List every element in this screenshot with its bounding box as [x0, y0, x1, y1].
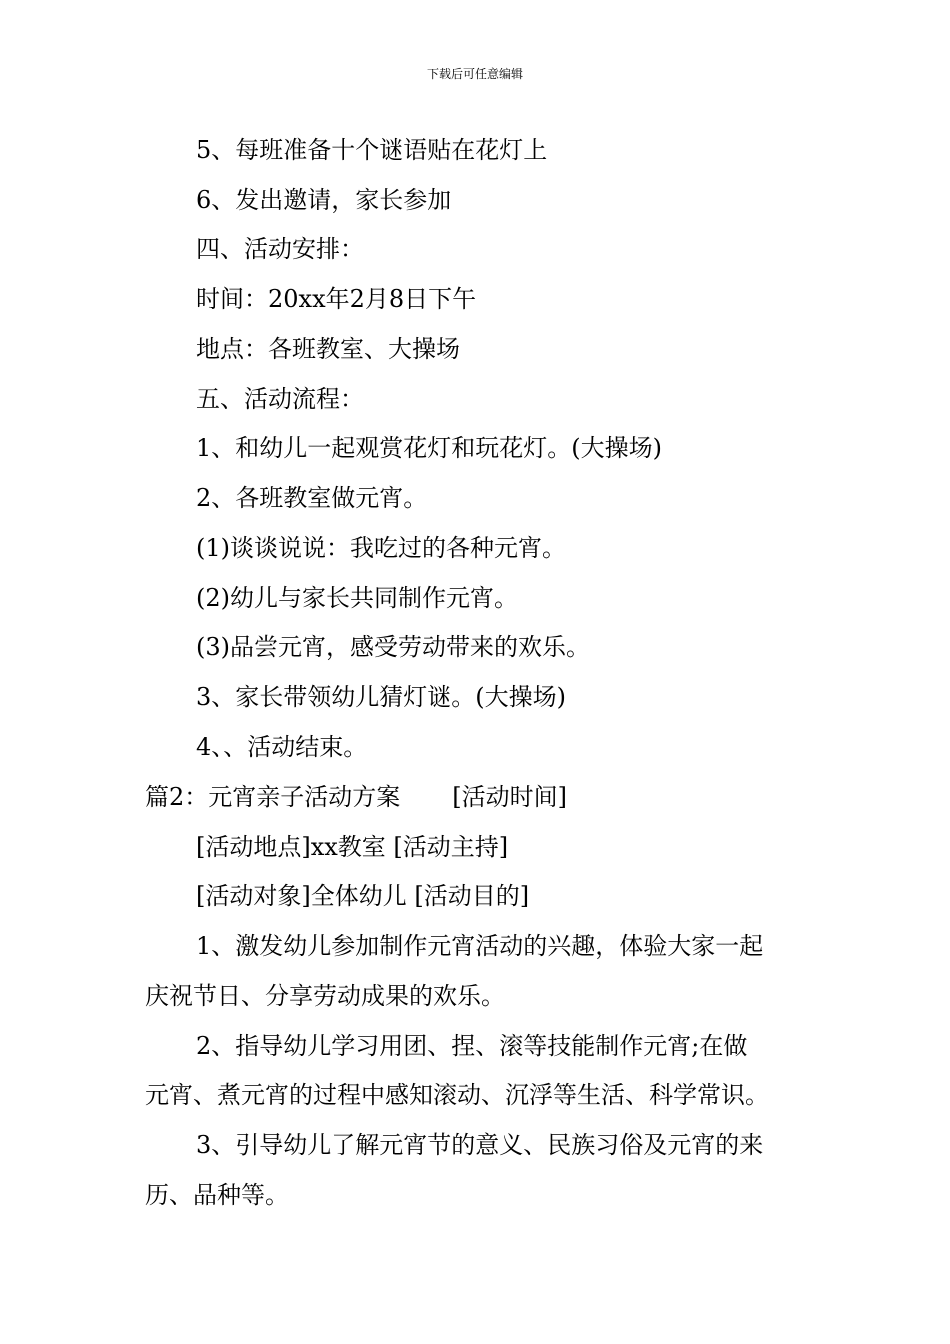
paragraph-line: 1、激发幼儿参加制作元宵活动的兴趣，体验大家一起	[196, 932, 764, 960]
paragraph-line: 庆祝节日、分享劳动成果的欢乐。	[145, 982, 505, 1010]
info-line: [活动对象]全体幼儿 [活动目的]	[196, 882, 530, 910]
paragraph-line: 历、品种等。	[145, 1181, 289, 1209]
paragraph-line: 2、指导幼儿学习用团、捏、滚等技能制作元宵;在做	[196, 1032, 748, 1060]
section-title-tail: [活动时间]	[452, 783, 568, 811]
list-item: 5、每班准备十个谜语贴在花灯上	[196, 136, 548, 164]
paragraph-line: 元宵、煮元宵的过程中感知滚动、沉浮等生活、科学常识。	[145, 1081, 769, 1109]
list-item: 2、各班教室做元宵。	[196, 484, 428, 512]
list-item: (3)品尝元宵，感受劳动带来的欢乐。	[196, 633, 590, 661]
list-item: 6、发出邀请，家长参加	[196, 186, 452, 214]
section-heading: 四、活动安排：	[196, 235, 364, 263]
section-title-text: 篇2：元宵亲子活动方案	[145, 783, 401, 811]
list-item: (2)幼儿与家长共同制作元宵。	[196, 584, 518, 612]
list-item: 1、和幼儿一起观赏花灯和玩花灯。(大操场)	[196, 434, 662, 462]
list-item: 3、家长带领幼儿猜灯谜。(大操场)	[196, 683, 566, 711]
list-item: 4、、活动结束。	[196, 733, 368, 761]
section-title	[145, 782, 567, 812]
paragraph-line: 3、引导幼儿了解元宵节的意义、民族习俗及元宵的来	[196, 1131, 764, 1159]
section-heading: 五、活动流程：	[196, 385, 364, 413]
info-line: [活动地点]xx教室 [活动主持]	[196, 833, 509, 861]
list-item: 时间：20xx年2月8日下午	[196, 285, 477, 313]
list-item: 地点：各班教室、大操场	[196, 335, 460, 363]
list-item: (1)谈谈说说：我吃过的各种元宵。	[196, 534, 566, 562]
page-header: 下载后可任意编辑	[426, 67, 523, 81]
